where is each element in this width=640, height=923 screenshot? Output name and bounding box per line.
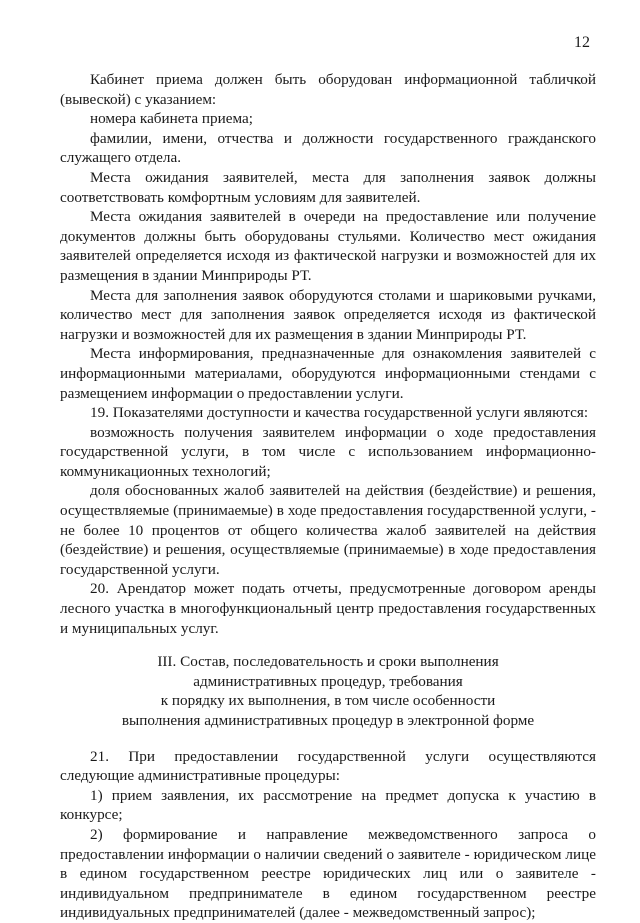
paragraph: доля обоснованных жалоб заявителей на действия (бездействие) и решения, осуществляемые (принимаемые) в ходе предоставления государственной услуги, - не более 10 процентов от общего количества жалоб заявителей на действия (бездействие) и решения, осуществляемые (принимаемые) в ходе предоставления государственной услуги. — [60, 482, 596, 578]
paragraph: 20. Арендатор может подать отчеты, предусмотренные договором аренды лесного участка в многофункциональный центр предоставления государственных и муниципальных услуг. — [60, 580, 596, 637]
paragraph: возможность получения заявителем информации о ходе предоставления государственной услуги, в том числе с использованием информационно-коммуникационных технологий; — [60, 423, 596, 480]
section-heading — [60, 652, 596, 730]
paragraph: Места для заполнения заявок оборудуются столами и шариковыми ручками, количество мест для заполнения заявок определяется исходя из фактической нагрузки и возможностей для их размещения в здании Минприроды РТ. — [60, 286, 596, 343]
paragraph: Места ожидания заявителей, места для заполнения заявок должны соответствовать комфортным условиям для заявителей. — [60, 168, 596, 206]
paragraph: 1) прием заявления, их рассмотрение на предмет допуска к участию в конкурсе; — [60, 786, 596, 824]
paragraph: фамилии, имени, отчества и должности государственного гражданского служащего отдела. — [60, 129, 596, 167]
paragraph: номера кабинета приема; — [90, 110, 253, 128]
paragraph: 19. Показателями доступности и качества государственной услуги являются: — [90, 404, 589, 422]
paragraph: Места информирования, предназначенные для ознакомления заявителей с информационными материалами, оборудуются информационными стендами с размещением информации о предоставлении услуги. — [60, 345, 596, 402]
page-number: 12 — [574, 34, 590, 51]
paragraph: Кабинет приема должен быть оборудован информационной табличкой (вывеской) с указанием: — [60, 71, 596, 108]
section-heading-line: выполнения административных процедур в электронной форме — [121, 712, 535, 729]
paragraph: 21. При предоставлении государственной услуги осуществляются следующие административные процедуры: — [60, 747, 596, 785]
paragraph: Места ожидания заявителей в очереди на предоставление или получение документов должны быть оборудованы стульями. Количество мест ожидания заявителей определяется исходя из фактической нагрузки и возможностей для их размещения в здании Минприроды РТ. — [60, 208, 596, 284]
section-heading-line: к порядку их выполнения, в том числе особенности — [160, 692, 496, 710]
section-heading-line: административных процедур, требования — [193, 672, 463, 690]
section-heading-line: III. Состав, последовательность и сроки выполнения — [157, 653, 499, 671]
document-body — [60, 70, 596, 923]
paragraph: 2) формирование и направление межведомственного запроса о предоставлении информации о наличии сведений о заявителе - юридическом лице в едином государственном реестре юридических лиц или о заявителе - индивидуальном предпринимателе в едином государственном реестре индивидуальных предпринимателей (далее - межведомственный запрос); — [60, 825, 596, 922]
